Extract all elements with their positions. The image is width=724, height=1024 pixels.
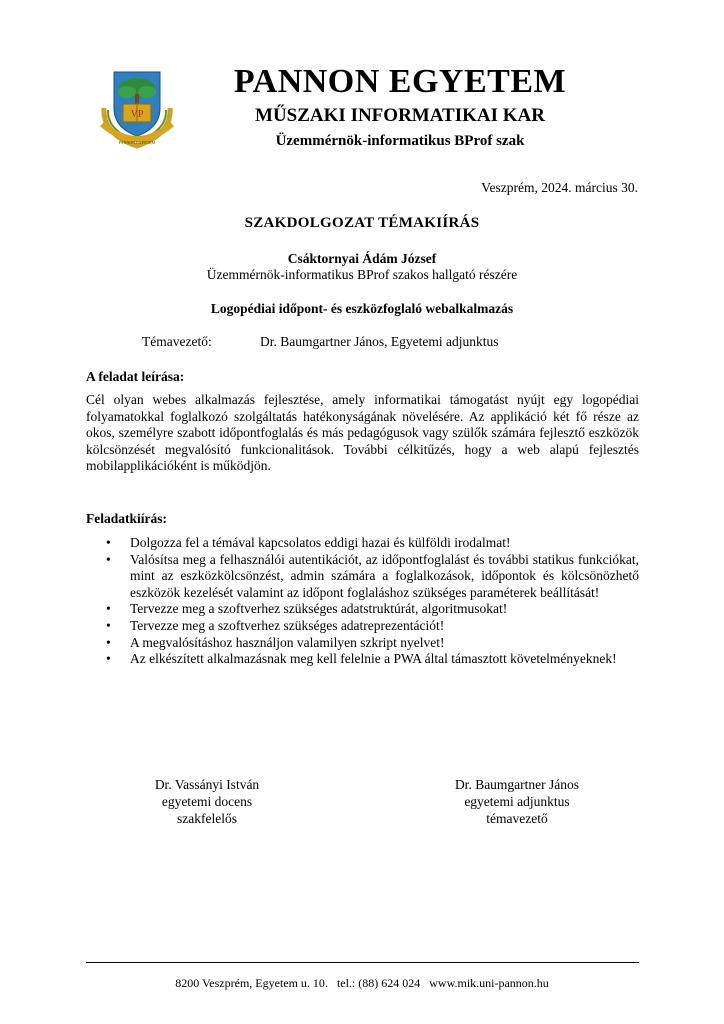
tasks-heading: Feladatkiírás: — [86, 511, 167, 526]
list-item — [86, 552, 639, 602]
task-text: Tervezze meg a szoftverhez szükséges adatstruktúrát, algoritmusokat! — [130, 601, 508, 617]
student-name: Csáktornyai Ádám József — [287, 251, 437, 266]
signature-block-supervisor — [417, 776, 617, 827]
list-item — [86, 601, 639, 618]
signatory-name: Dr. Vassányi István — [154, 777, 260, 792]
list-item — [86, 635, 639, 652]
description-heading: A feladat leírása: — [86, 369, 185, 384]
list-item — [86, 618, 639, 635]
document-date: Veszprém, 2024. március 30. — [481, 180, 638, 195]
thesis-title: Logopédiai időpont- és eszközfoglaló webalkalmazás — [210, 301, 514, 316]
student-role: Üzemmérnök-informatikus BProf szakos hallgató részére — [206, 267, 518, 282]
footer — [0, 976, 724, 991]
list-item — [86, 651, 639, 668]
signatory-role: témavezető — [486, 811, 548, 826]
footer-address: 8200 Veszprém, Egyetem u. 10. — [175, 976, 328, 990]
task-text: A megvalósításhoz használjon valamilyen szkript nyelvet! — [130, 634, 445, 650]
bullet-icon: • — [106, 535, 111, 550]
bullet-icon: • — [106, 551, 111, 567]
footer-phone: tel.: (88) 624 024 — [336, 976, 421, 990]
bullet-icon: • — [106, 651, 111, 667]
program-name: Üzemmérnök-informatikus BProf szak — [275, 133, 525, 149]
supervisor-value: Dr. Baumgartner János, Egyetemi adjunktus — [260, 334, 499, 349]
task-text: Dolgozza fel a témával kapcsolatos eddigi hazai és külföldi irodalmat! — [130, 535, 511, 550]
task-text: Az elkészített alkalmazásnak meg kell felelnie a PWA által támasztott követelményeknek! — [130, 651, 617, 667]
signatory-title: egyetemi docens — [161, 794, 253, 809]
signature-block-head-of-program — [107, 776, 307, 827]
university-crest-logo — [94, 68, 180, 150]
bullet-icon: • — [106, 601, 111, 617]
signatory-name: Dr. Baumgartner János — [454, 777, 580, 792]
university-name: PANNON EGYETEM — [233, 63, 567, 100]
bullet-icon: • — [106, 617, 111, 633]
task-text: Tervezze meg a szoftverhez szükséges adatreprezentációt! — [130, 617, 445, 633]
footer-divider — [86, 962, 639, 963]
task-list — [86, 535, 639, 668]
faculty-name: MŰSZAKI INFORMATIKAI KAR — [255, 105, 545, 126]
signatory-role: szakfelelős — [177, 811, 237, 826]
footer-website-link[interactable]: www.mik.uni-pannon.hu — [429, 976, 549, 990]
bullet-icon: • — [106, 634, 111, 650]
crest-letters: VP — [130, 109, 144, 120]
description-text: Cél olyan webes alkalmazás fejlesztése, amely informatikai támogatást nyújt egy logopédiai folyamatokkal foglalkozó szolgáltatás hatékonyságának növelésére. Az applikáció két fő része az okos, személyre szabott időpontfoglalás és más pedagógusok vagy szülők számára fejlesztő eszközök kölcsönzését megvalósító funkcionalitások. További célkitűzés, hogy a web alapú fejlesztés mobilapplikációként is működjön. — [86, 392, 639, 474]
crest-ring-text: PANNON EGYETEM — [118, 140, 156, 145]
supervisor-label: Témavezető: — [142, 334, 212, 349]
signatory-title: egyetemi adjunktus — [464, 794, 570, 809]
task-text: Valósítsa meg a felhasználói autentikációt, az időpontfoglalást és további statikus funkciókat, mint az eszközkölcsönzést, admin számára a foglalkozások, időpontok és kölcsönözhető eszközök kezelését valamint az időpont foglaláshoz szükséges paraméterek beállítását! — [130, 551, 639, 600]
list-item — [86, 535, 639, 552]
document-title: SZAKDOLGOZAT TÉMAKIÍRÁS — [244, 215, 480, 231]
